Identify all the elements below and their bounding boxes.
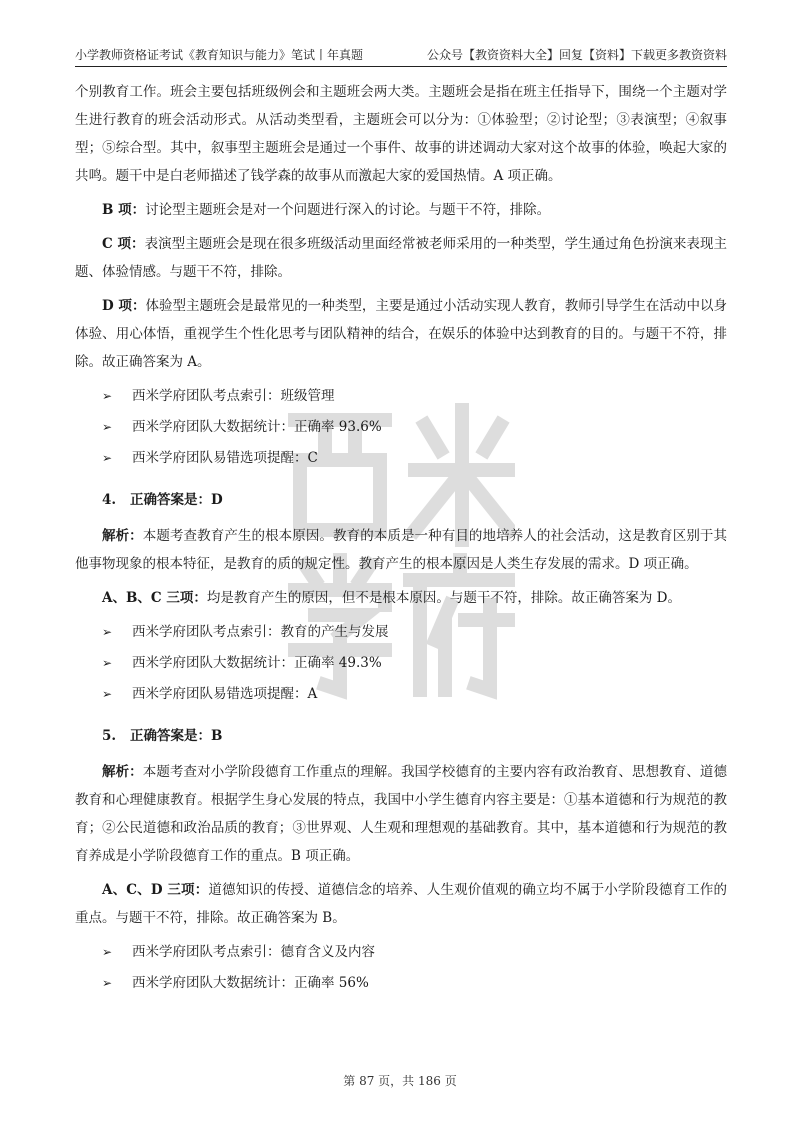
arrow-bullet-icon: ➢: [102, 656, 113, 670]
question-answer: 正确答案是：D: [130, 492, 223, 508]
bullet-item: [102, 680, 727, 708]
option-text: 讨论型主题班会是对一个问题进行深入的讨论。与题干不符，排除。: [145, 202, 551, 218]
answer-explanations: [75, 78, 727, 1000]
arrow-bullet-icon: ➢: [102, 389, 113, 403]
option-text: 表演型主题班会是现在很多班级活动里面经常被老师采用的一种类型，学生通过角色扮演来表现主题、体验情感。与题干不符，排除。: [75, 236, 728, 280]
q3-explanation-continued: 个别教育工作。班会主要包括班级例会和主题班会两大类。主题班会是指在班主任指导下，围绕一个主题对学生进行教育的班会活动形式。从活动类型看，主题班会可以分为：①体验型；②讨论型；③表演型；④叙事型；⑤综合型。其中，叙事型主题班会是通过一个事件、故事的讲述调动大家对这个故事的体验，唤起大家的共鸣。题干中是白老师描述了钱学森的故事从而激起大家的爱国热情。A 项正确。: [75, 84, 727, 184]
q4-heading: [102, 486, 727, 514]
option-text: 均是教育产生的原因，但不是根本原因。与题干不符，排除。故正确答案为 D。: [206, 590, 681, 606]
page-number: 第 87 页，共 186 页: [343, 1074, 457, 1088]
arrow-bullet-icon: ➢: [102, 625, 113, 639]
explanation-text: 本题考查对小学阶段德育工作重点的理解。我国学校德育的主要内容有政治教育、思想教育、道德教育和心理健康教育。根据学生身心发展的特点，我国中小学生德育内容主要是：①基本道德和行为规范的教育；②公民道德和政治品质的教育；③世界观、人生观和理想观的基础教育。其中，基本道德和行为规范的教育养成是小学阶段德育工作的重点。B 项正确。: [75, 764, 728, 864]
explanation-label: 解析：: [102, 764, 143, 780]
option-label: D 项：: [102, 298, 146, 314]
bullet-text: 西米学府团队考点索引：班级管理: [132, 388, 335, 404]
q5-explanation: [75, 758, 727, 870]
option-label: B 项：: [102, 202, 146, 218]
arrow-bullet-icon: ➢: [102, 451, 113, 465]
question-answer: 正确答案是：B: [130, 728, 223, 744]
bullet-text: 西米学府团队易错选项提醒：A: [132, 686, 318, 702]
arrow-bullet-icon: ➢: [102, 945, 113, 959]
bullet-text: 西米学府团队考点索引：教育的产生与发展: [132, 624, 389, 640]
option-label: C 项：: [102, 236, 145, 252]
arrow-bullet-icon: ➢: [102, 687, 113, 701]
option-label: A、B、C 三项：: [102, 590, 207, 606]
bullet-text: 西米学府团队大数据统计：正确率 93.6%: [132, 419, 382, 435]
q3-option-d: [75, 292, 727, 376]
explanation-text: 本题考查教育产生的根本原因。教育的本质是一种有目的地培养人的社会活动，这是教育区别于其他事物现象的根本特征，是教育的质的规定性。教育产生的根本原因是人类生存发展的需求。D 项正确。: [75, 528, 728, 572]
bullet-item: [102, 618, 727, 646]
option-label: A、C、D 三项：: [102, 882, 209, 898]
bullet-item: [102, 382, 727, 410]
bullet-item: [102, 413, 727, 441]
bullet-text: 西米学府团队大数据统计：正确率 56%: [132, 975, 369, 991]
bullet-item: [102, 938, 727, 966]
bullet-item: [102, 649, 727, 677]
page-header: [75, 46, 727, 67]
q5-heading: [102, 722, 727, 750]
bullet-text: 西米学府团队考点索引：德育含义及内容: [132, 944, 375, 960]
q3-option-c: [75, 230, 727, 286]
option-text: 体验型主题班会是最常见的一种类型，主要是通过小活动实现人教育，教师引导学生在活动中以身体验、用心体悟，重视学生个性化思考与团队精神的结合，在娱乐的体验中达到教育的目的。与题干不符，排除。故正确答案为 A。: [75, 298, 727, 370]
question-number: 5.: [102, 728, 117, 744]
option-text: 道德知识的传授、道德信念的培养、人生观价值观的确立均不属于小学阶段德育工作的重点。与题干不符，排除。故正确答案为 B。: [75, 882, 727, 926]
q4-other-options: [75, 584, 727, 612]
bullet-item: [102, 444, 727, 472]
arrow-bullet-icon: ➢: [102, 976, 113, 990]
header-left-title: 小学教师资格证考试《教育知识与能力》笔试丨年真题: [75, 48, 364, 62]
arrow-bullet-icon: ➢: [102, 420, 113, 434]
bullet-text: 西米学府团队大数据统计：正确率 49.3%: [132, 655, 382, 671]
bullet-item: [102, 969, 727, 997]
q4-explanation: [75, 522, 727, 578]
bullet-text: 西米学府团队易错选项提醒：C: [132, 450, 318, 466]
header-right-note: 公众号【教资资料大全】回复【资料】下载更多教资资料: [426, 48, 727, 62]
q3-option-b: [75, 196, 727, 224]
question-number: 4.: [102, 492, 117, 508]
explanation-label: 解析：: [102, 528, 143, 544]
q5-other-options: [75, 876, 727, 932]
